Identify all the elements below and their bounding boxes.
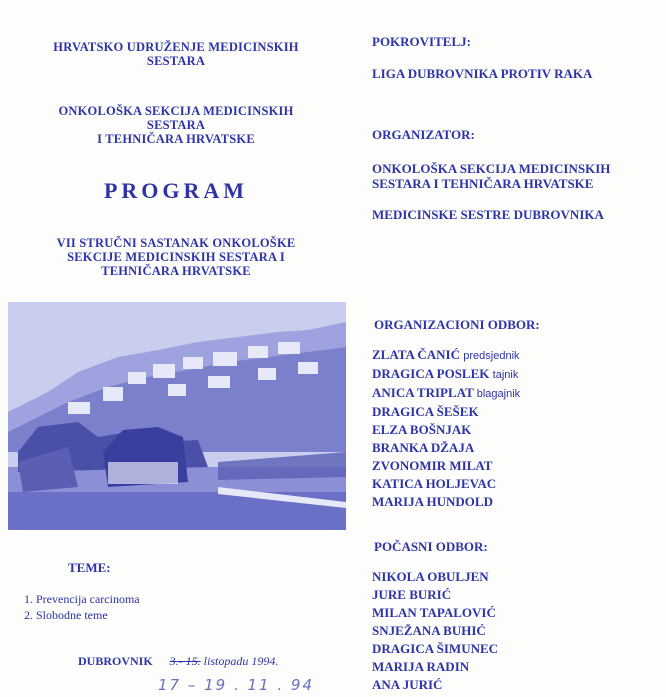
list-item: ANICA TRIPLAT blagajnik	[372, 385, 521, 400]
list-item: SNJEŽANA BUHIĆ	[372, 623, 486, 638]
list-item: MARIJA HUNDOLD	[372, 494, 493, 509]
organizer-title: ORGANIZATOR:	[372, 127, 475, 142]
list-item: NIKOLA OBULJEN	[372, 569, 489, 584]
organizer-section: ONKOLOŠKA SEKCIJA MEDICINSKIH SESTARA I TEHNIČARA HRVATSKE	[372, 161, 611, 191]
list-item: JURE BURIĆ	[372, 587, 452, 602]
list-item: DRAGICA POSLEK tajnik	[372, 366, 519, 381]
program-title: PROGRAM	[103, 178, 249, 203]
list-item: KATICA HOLJEVAC	[372, 476, 497, 491]
honorary-title: POČASNI ODBOR:	[374, 539, 488, 554]
date-rest: listopadu 1994.	[200, 654, 279, 668]
sponsor: LIGA DUBROVNIKA PROTIV RAKA	[372, 66, 593, 81]
topic-1: 1. Prevencija carcinoma	[24, 592, 140, 606]
list-item: ZLATA ČANIĆ predsjednik	[372, 347, 520, 362]
meeting-title: VII STRUČNI SASTANAK ONKOLOŠKE SEKCIJE MEDICINSKIH SESTARA I TEHNIČARA HRVATSKE	[56, 236, 296, 278]
list-item: DRAGICA ŠEŠEK	[372, 404, 479, 419]
list-item: MILAN TAPALOVIĆ	[372, 605, 496, 620]
topic-2: 2. Slobodne teme	[24, 608, 108, 622]
dubrovnik-photo	[8, 302, 346, 530]
list-item: ZVONOMIR MILAT	[372, 458, 493, 473]
venue-date	[78, 654, 278, 669]
original-dates: 3.- 15.	[169, 654, 201, 668]
topics-title: TEME:	[68, 560, 111, 575]
list-item: BRANKA DŽAJA	[372, 440, 475, 455]
handwritten-date: 17 – 19 . 11 . 94	[158, 676, 314, 694]
list-item: ELZA BOŠNJAK	[372, 422, 472, 437]
sponsor-title: POKROVITELJ:	[372, 34, 471, 49]
list-item: MARIJA RADIN	[372, 659, 470, 674]
committee-title: ORGANIZACIONI ODBOR:	[374, 317, 540, 332]
honorary-list	[372, 568, 498, 694]
committee-list	[372, 346, 520, 511]
section-name: ONKOLOŠKA SEKCIJA MEDICINSKIH SESTARA I TEHNIČARA HRVATSKE	[58, 104, 294, 146]
list-item: DRAGICA ŠIMUNEC	[372, 641, 499, 656]
organizer-nurses: MEDICINSKE SESTRE DUBROVNIKA	[372, 207, 604, 222]
list-item: ANA JURIĆ	[372, 677, 443, 692]
association-name: HRVATSKO UDRUŽENJE MEDICINSKIH SESTARA	[53, 40, 299, 68]
city: DUBROVNIK	[78, 654, 153, 668]
